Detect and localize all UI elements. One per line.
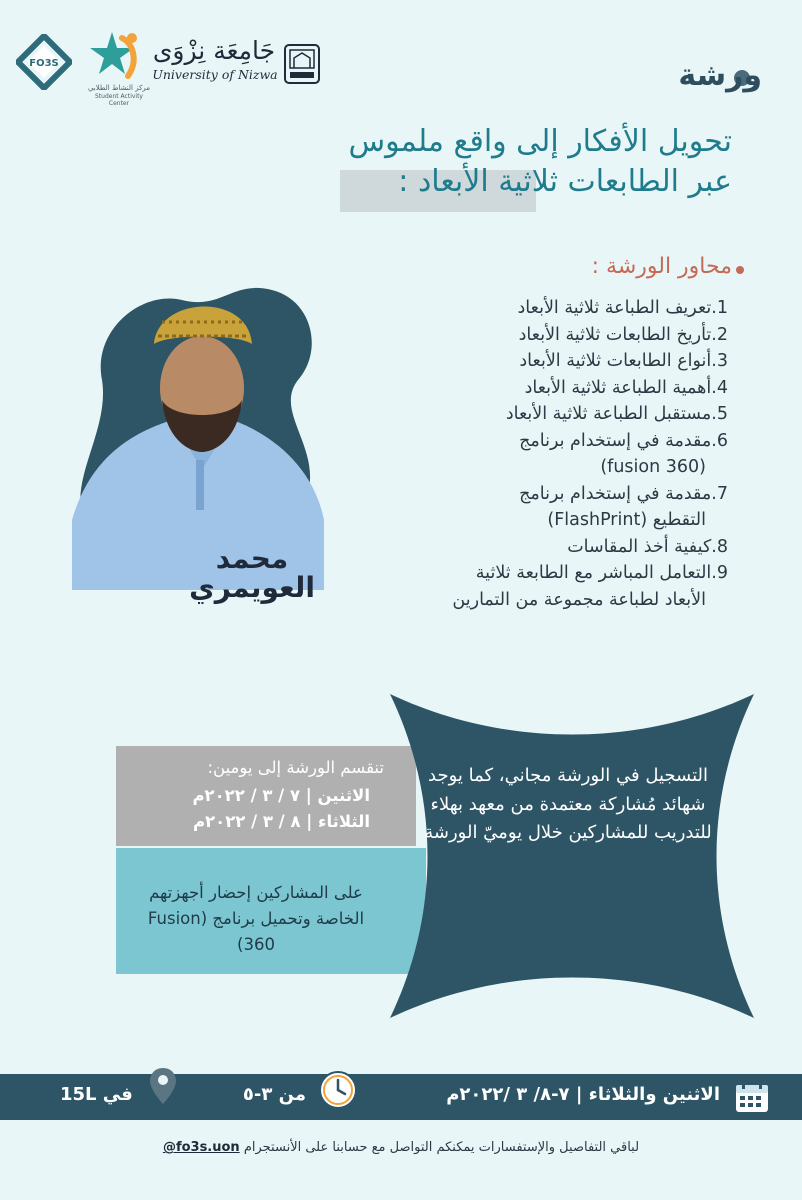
- registration-text: التسجيل في الورشة مجاني، كما يوجد شهائد مُشاركة معتمدة من معهد بهلاء للتدريب للمشاركين خلال يوميّ الورشة: [424, 765, 712, 843]
- axes-item: [338, 534, 728, 561]
- axes-item-number: 2.: [711, 324, 728, 345]
- axes-item-text: تعريف الطباعة ثلاثية الأبعاد: [517, 298, 712, 318]
- university-name-arabic: جَامِعَة نِزْوَى: [152, 36, 276, 65]
- axes-item-number: 5.: [711, 404, 728, 424]
- contact-line: [0, 1140, 802, 1155]
- instagram-handle[interactable]: @fo3s.uon: [162, 1140, 240, 1155]
- activity-center-arabic: مركز النشاط الطلابي: [87, 84, 151, 92]
- axes-item: [338, 375, 728, 402]
- schedule-title: تنقسم الورشة إلى يومين:: [207, 758, 384, 777]
- axes-item-number: 6.: [711, 430, 728, 451]
- axes-item-number: 3.: [711, 351, 728, 371]
- schedule-day-1: الاثنين | ٧ / ٣ / ٢٠٢٢م: [192, 786, 370, 805]
- requirements-text: على المشاركين إحضار أجهزتهم الخاصة وتحميل برنامج (Fusion 360): [147, 883, 365, 954]
- axes-item-number: 4.: [711, 377, 728, 398]
- axes-item-text: تأريخ الطابعات ثلاثية الأبعاد: [518, 324, 712, 345]
- axes-item-continuation: الأبعاد لطباعة مجموعة من التمارين: [452, 589, 706, 610]
- axes-item: [338, 348, 728, 375]
- foss-logo: [16, 34, 72, 90]
- axes-item-continuation: التقطيع (FlashPrint): [547, 510, 706, 530]
- axes-item-text: أنواع الطابعات ثلاثية الأبعاد: [519, 351, 712, 371]
- axes-item-text: مستقبل الطباعة ثلاثية الأبعاد: [505, 404, 712, 424]
- axes-list: [338, 295, 728, 613]
- axes-item-text: مقدمة في إستخدام برنامج: [519, 483, 712, 504]
- speaker-photo: [62, 270, 342, 590]
- title-line-2: عبر الطابعات ثلاثية الأبعاد :: [398, 164, 732, 199]
- svg-text:FO3S: FO3S: [29, 58, 59, 69]
- axes-item-text: التعامل المباشر مع الطابعة ثلاثية: [475, 563, 712, 583]
- university-name-english: University of Nizwa: [152, 67, 278, 82]
- registration-star-shape: [384, 688, 760, 1024]
- axes-item-number: 7.: [711, 483, 728, 504]
- speaker-last-name: العويمري: [189, 571, 315, 604]
- axes-item-text: أهمية الطباعة ثلاثية الأبعاد: [524, 377, 712, 398]
- footer-time: من ٣-٥: [242, 1084, 306, 1105]
- title-line-1: تحويل الأفكار إلى واقع ملموس: [348, 124, 732, 159]
- axes-item: [338, 322, 728, 349]
- footer-location: في 15L: [60, 1084, 133, 1105]
- axes-item-text: كيفية أخذ المقاسات: [567, 536, 712, 557]
- clock-icon: [318, 1070, 358, 1110]
- contact-text: لباقي التفاصيل والإستفسارات يمكنكم التواصل مع حسابنا على الأنستجرام: [243, 1140, 640, 1155]
- calendar-icon: [734, 1080, 770, 1114]
- axes-item: [338, 481, 728, 508]
- axes-item: [338, 560, 728, 587]
- footer-dates: الاثنين والثلاثاء | ٧-٨/ ٣ /٢٠٢٢م: [446, 1084, 720, 1105]
- schedule-day-2: الثلاثاء | ٨ / ٣ / ٢٠٢٢م: [192, 812, 370, 831]
- axes-item-text: مقدمة في إستخدام برنامج: [519, 430, 712, 451]
- axes-item-number: 9.: [711, 563, 728, 583]
- activity-center-english: Student Activity Center: [95, 93, 143, 107]
- location-pin-icon: [148, 1066, 178, 1106]
- axes-item-continuation: (fusion 360): [600, 457, 706, 477]
- axes-item: [338, 295, 728, 322]
- axes-item: [338, 401, 728, 428]
- workshop-label: ورشة: [678, 58, 762, 93]
- axes-heading-bullet: [736, 266, 744, 274]
- axes-item-number: 1.: [711, 298, 728, 318]
- axes-item-number: 8.: [711, 536, 728, 557]
- university-crest-logo: [282, 42, 322, 86]
- axes-item: [338, 428, 728, 455]
- speaker-first-name: محمد: [215, 542, 289, 575]
- axes-heading: محاور الورشة :: [591, 254, 732, 279]
